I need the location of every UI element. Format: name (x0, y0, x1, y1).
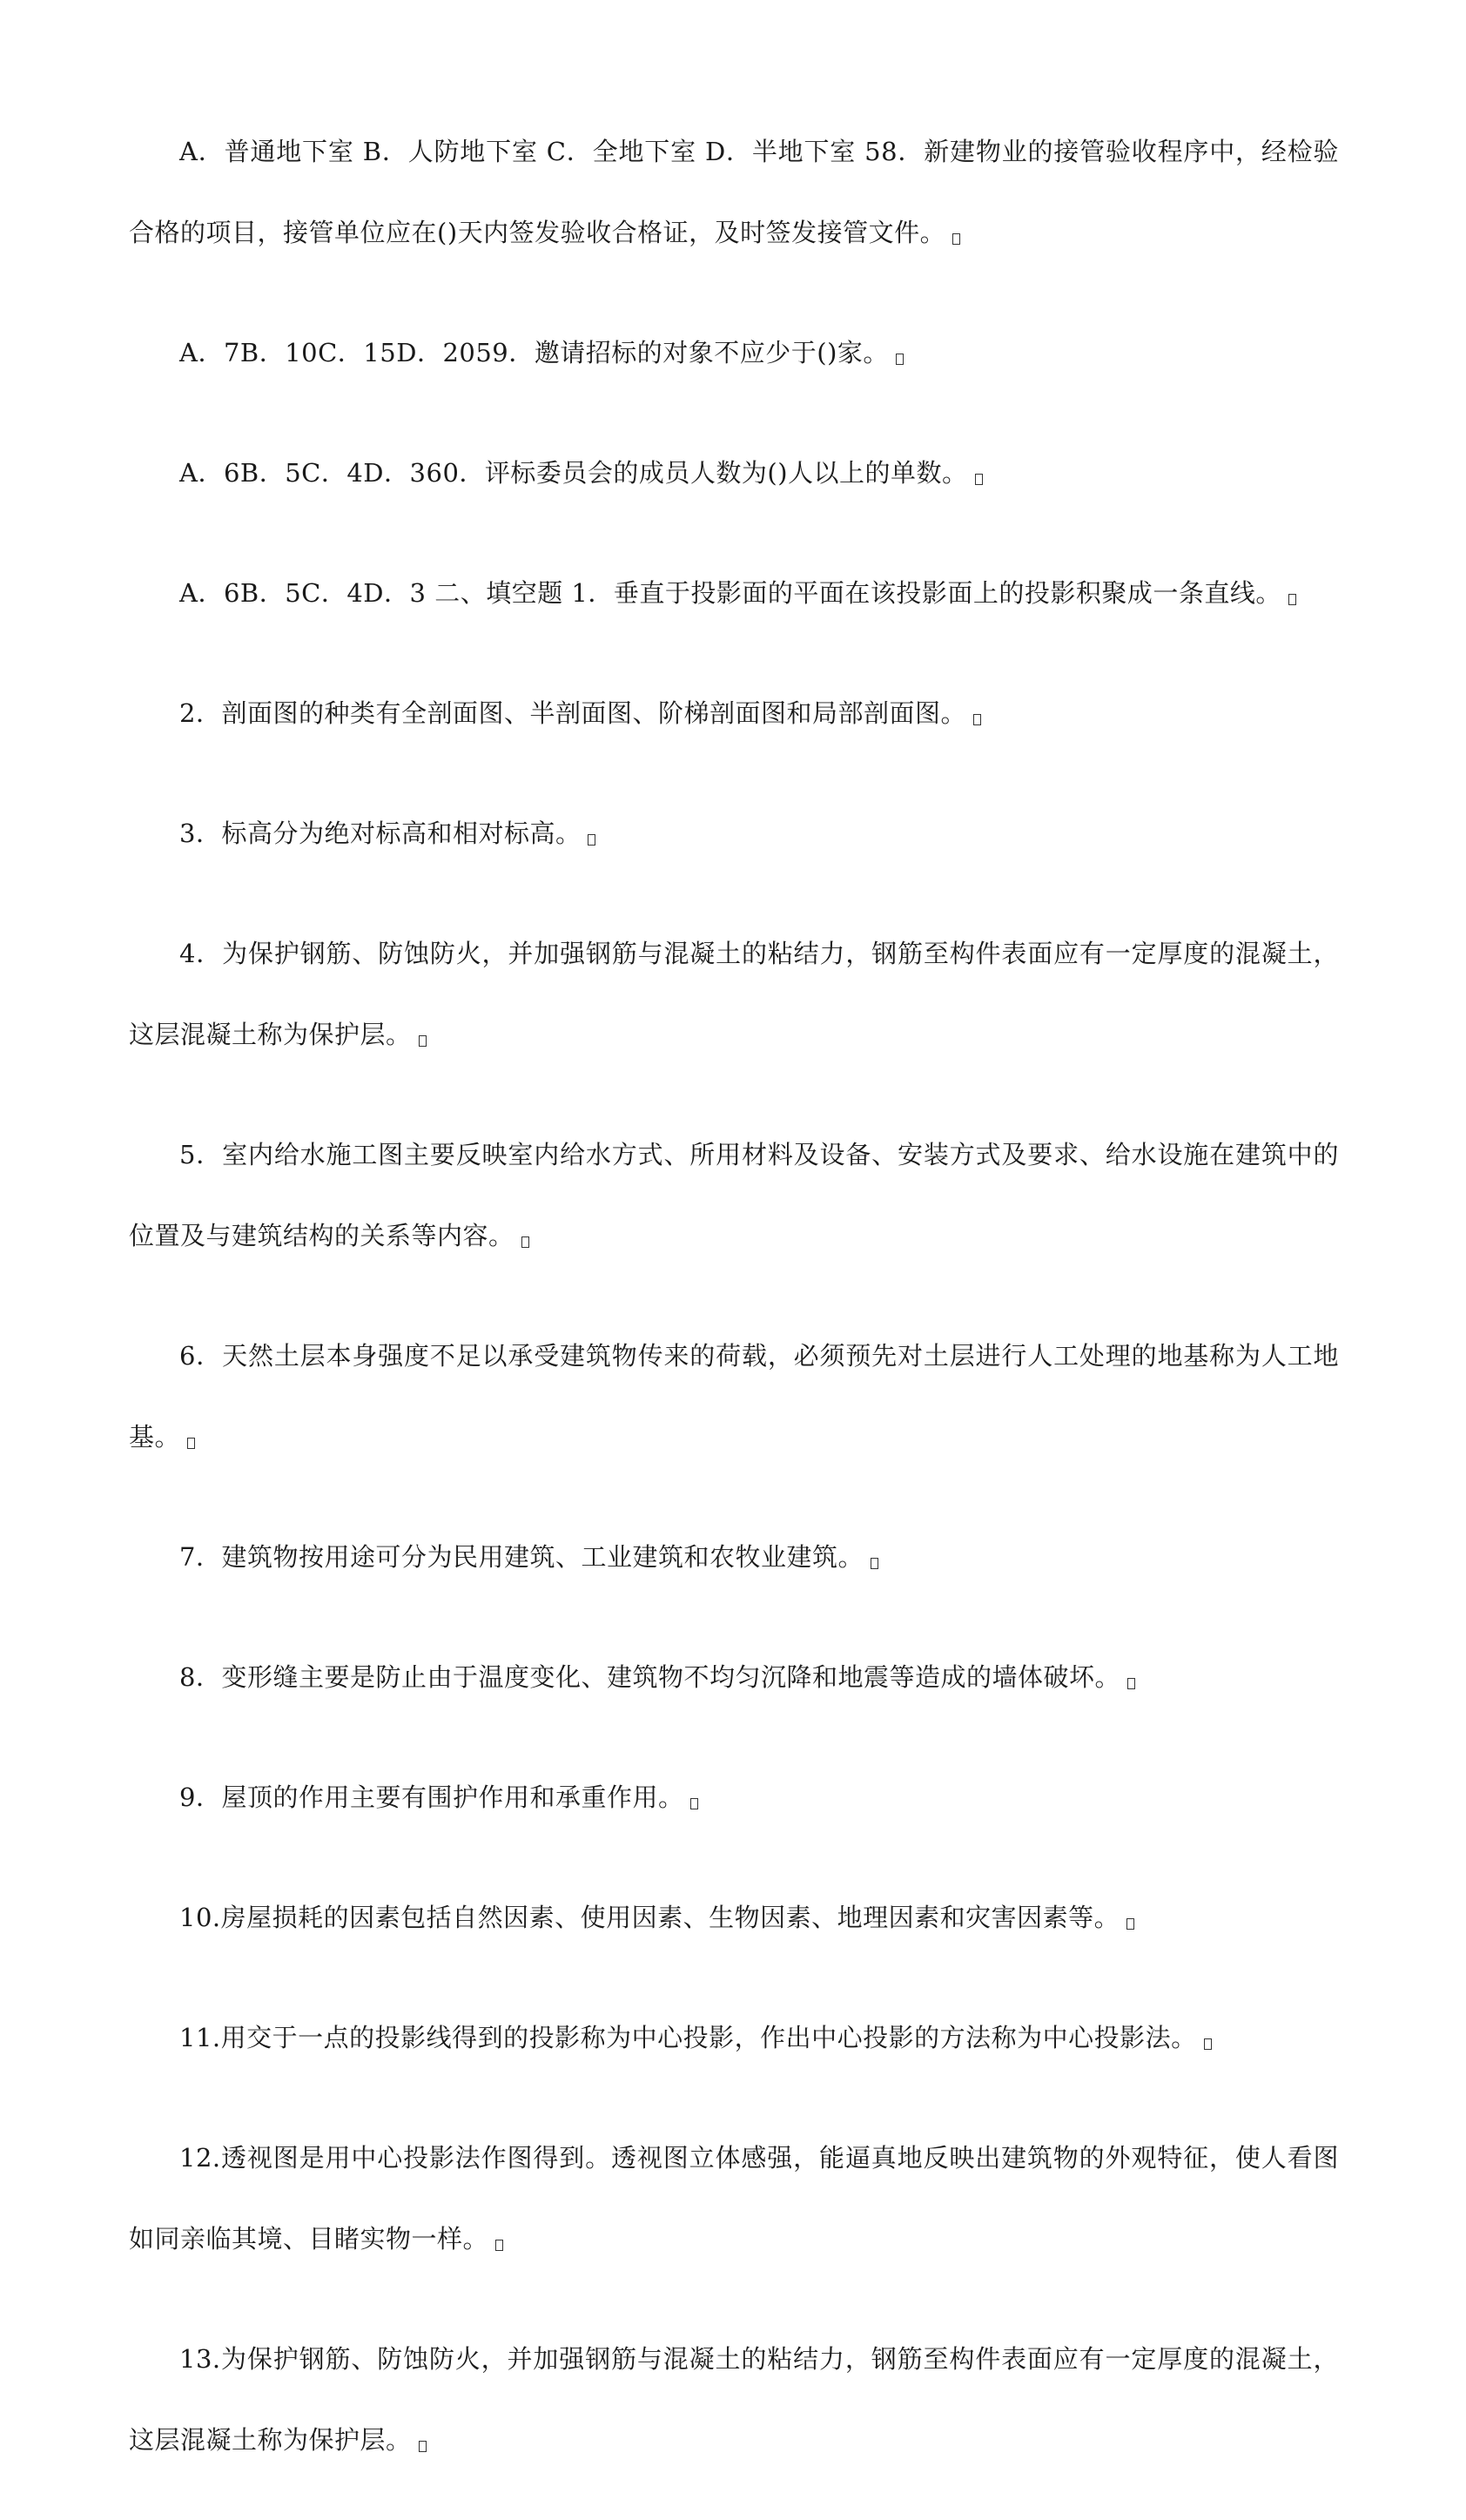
paragraph-end-mark-icon (419, 1035, 427, 1047)
paragraph-text: 9．屋顶的作用主要有围护作用和承重作用。 (179, 1782, 684, 1812)
paragraph-fill-12 (129, 2118, 1339, 2280)
paragraph-text: A．7B．10C．15D．2059．邀请招标的对象不应少于()家。 (179, 338, 889, 367)
paragraph-end-mark-icon (896, 354, 904, 365)
paragraph-end-mark-icon (1204, 2038, 1212, 2050)
paragraph-fill-7 (129, 1517, 1339, 1598)
paragraph-end-mark-icon (588, 834, 595, 846)
paragraph-text: A．6B．5C．4D．360．评标委员会的成员人数为()人以上的单数。 (179, 458, 968, 488)
paragraph-end-mark-icon (1126, 1918, 1134, 1930)
paragraph-text: 11.用交于一点的投影线得到的投影称为中心投影，作出中心投影的方法称为中心投影法。 (179, 2023, 1197, 2052)
paragraph-text: A．6B．5C．4D．3 二、填空题 1．垂直于投影面的平面在该投影面上的投影积聚成一条直线。 (179, 578, 1281, 608)
document-body (129, 111, 1339, 2520)
paragraph-fill-11 (129, 1998, 1339, 2079)
paragraph-end-mark-icon (521, 1236, 529, 1248)
paragraph-end-mark-icon (1127, 1678, 1135, 1689)
paragraph-fill-3 (129, 793, 1339, 874)
paragraph-end-mark-icon (187, 1438, 195, 1449)
paragraph-text: 8．变形缝主要是防止由于温度变化、建筑物不均匀沉降和地震等造成的墙体破坏。 (179, 1662, 1120, 1692)
paragraph-text: 13.为保护钢筋、防蚀防火，并加强钢筋与混凝土的粘结力，钢筋至构件表面应有一定厚度的混凝土，这层混凝土称为保护层。 (129, 2344, 1339, 2455)
paragraph-end-mark-icon (973, 714, 981, 725)
paragraph-fill-1 (129, 553, 1339, 634)
paragraph-text: 10.房屋损耗的因素包括自然因素、使用因素、生物因素、地理因素和灾害因素等。 (179, 1903, 1120, 1932)
paragraph-text: 2．剖面图的种类有全剖面图、半剖面图、阶梯剖面图和局部剖面图。 (179, 698, 966, 728)
paragraph-mc-60 (129, 433, 1339, 514)
paragraph-fill-10 (129, 1877, 1339, 1958)
paragraph-end-mark-icon (975, 474, 983, 485)
paragraph-end-mark-icon (690, 1798, 698, 1809)
paragraph-text: 7．建筑物按用途可分为民用建筑、工业建筑和农牧业建筑。 (179, 1542, 864, 1572)
paragraph-end-mark-icon (871, 1558, 878, 1569)
paragraph-text: 5．室内给水施工图主要反映室内给水方式、所用材料及设备、安装方式及要求、给水设施在建筑中的位置及与建筑结构的关系等内容。 (129, 1140, 1339, 1250)
paragraph-mc-58 (129, 111, 1339, 273)
paragraph-text: 4．为保护钢筋、防蚀防火，并加强钢筋与混凝土的粘结力，钢筋至构件表面应有一定厚度的混凝土，这层混凝土称为保护层。 (129, 939, 1339, 1049)
paragraph-fill-2 (129, 673, 1339, 754)
paragraph-mc-59 (129, 313, 1339, 394)
paragraph-end-mark-icon (1288, 594, 1296, 605)
paragraph-end-mark-icon (952, 233, 960, 245)
paragraph-text: 12.透视图是用中心投影法作图得到。透视图立体感强，能逼真地反映出建筑物的外观特征，使人看图如同亲临其境、目睹实物一样。 (129, 2143, 1339, 2254)
paragraph-text: 3．标高分为绝对标高和相对标高。 (179, 819, 582, 848)
paragraph-fill-13 (129, 2319, 1339, 2481)
paragraph-text: A．普通地下室 B．人防地下室 C．全地下室 D．半地下室 58．新建物业的接管验收程序中，经检验合格的项目，接管单位应在()天内签发验收合格证，及时签发接管文件。 (129, 137, 1339, 247)
paragraph-fill-5 (129, 1115, 1339, 1277)
paragraph-fill-9 (129, 1757, 1339, 1838)
paragraph-fill-4 (129, 913, 1339, 1075)
paragraph-text: 6．天然土层本身强度不足以承受建筑物传来的荷载，必须预先对土层进行人工处理的地基称为人工地基。 (129, 1341, 1339, 1452)
paragraph-end-mark-icon (495, 2240, 503, 2251)
paragraph-fill-8 (129, 1637, 1339, 1718)
paragraph-fill-6 (129, 1316, 1339, 1478)
paragraph-end-mark-icon (419, 2441, 427, 2452)
